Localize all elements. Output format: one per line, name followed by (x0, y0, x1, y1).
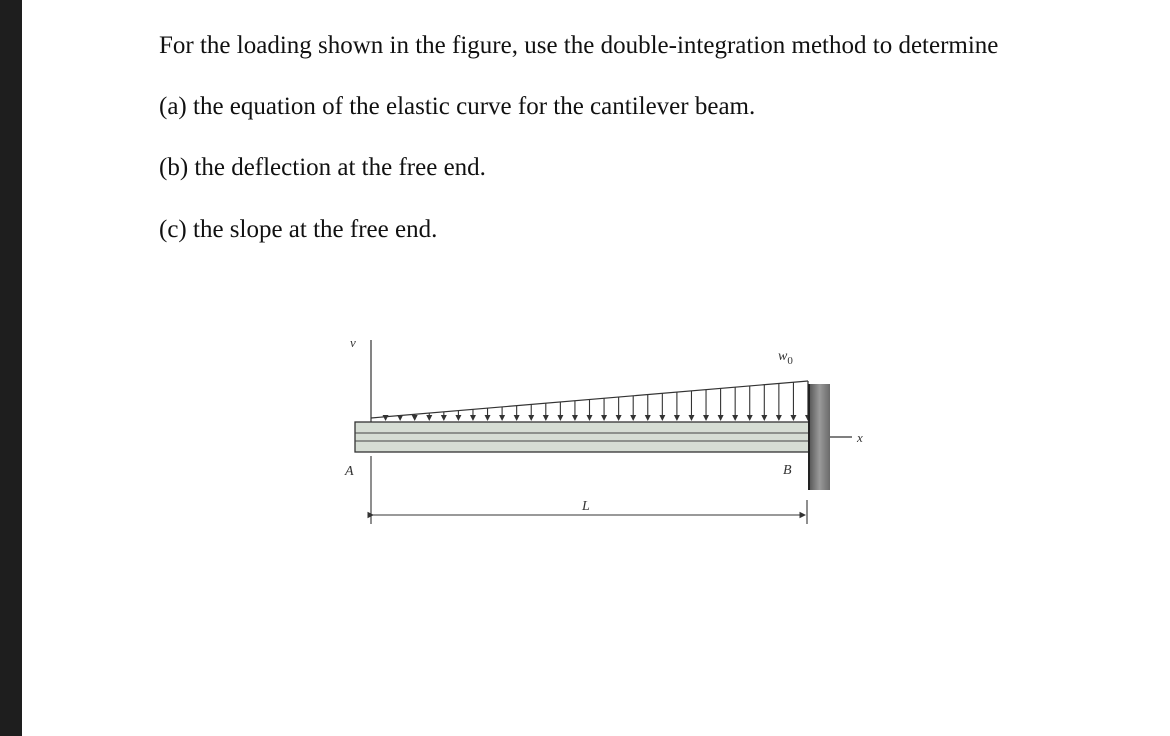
load-arrow-head (397, 415, 403, 421)
length-label: L (582, 499, 590, 514)
load-arrow-head (572, 415, 578, 421)
load-arrow-head (703, 415, 709, 421)
w0-label (778, 349, 793, 367)
load-arrow-head (455, 415, 461, 421)
load-arrow-head (412, 415, 418, 421)
load-arrow-head (426, 415, 432, 421)
load-arrow-head (514, 415, 520, 421)
load-arrow-head (528, 415, 534, 421)
load-arrow-head (732, 415, 738, 421)
load-arrow-head (645, 415, 651, 421)
load-arrow-head (688, 415, 694, 421)
load-arrow-head (557, 415, 563, 421)
x-axis-label: x (857, 430, 863, 445)
point-b-label: B (783, 463, 792, 478)
problem-part-c: (c) the slope at the free end. (159, 216, 438, 243)
fixed-wall (809, 384, 830, 490)
load-arrow-head (761, 415, 767, 421)
problem-part-b: (b) the deflection at the free end. (159, 154, 486, 181)
distributed-load (371, 381, 811, 421)
load-arrow-head (543, 415, 549, 421)
load-arrow-head (776, 415, 782, 421)
cantilever-beam-figure (330, 320, 890, 540)
load-arrow-head (790, 415, 796, 421)
load-arrow-head (674, 415, 680, 421)
problem-part-a: (a) the equation of the elastic curve for the cantilever beam. (159, 93, 756, 120)
load-arrow-head (441, 415, 447, 421)
load-arrow-head (485, 415, 491, 421)
w-subscript: 0 (787, 355, 793, 367)
left-edge-bar (0, 0, 22, 736)
load-arrow-head (616, 415, 622, 421)
load-arrow-head (470, 415, 476, 421)
problem-intro: For the loading shown in the figure, use the double-integration method to determine (159, 32, 999, 59)
load-arrow-head (718, 415, 724, 421)
load-arrow-head (587, 415, 593, 421)
load-arrow-head (747, 415, 753, 421)
v-axis-label: v (350, 335, 356, 350)
beam (355, 422, 809, 452)
load-arrow-head (659, 415, 665, 421)
point-a-label: A (345, 464, 354, 479)
w-label: w (778, 349, 788, 364)
load-arrow-head (601, 415, 607, 421)
load-arrows (383, 381, 811, 421)
load-arrow-head (499, 415, 505, 421)
load-arrow-head (383, 415, 389, 421)
load-arrow-head (630, 415, 636, 421)
